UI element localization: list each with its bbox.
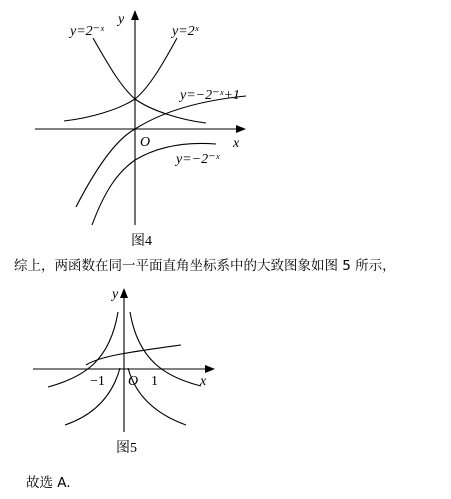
- fig4-x-arrow: [236, 125, 246, 133]
- fig4-y-arrow: [131, 10, 139, 20]
- label-y-2-pow-neg-x: y=2⁻ˣ: [70, 24, 105, 39]
- fig5-tick-one: 1: [151, 374, 158, 389]
- fig5-y-arrow: [120, 288, 128, 298]
- fig5-curve-left-branch: [48, 312, 118, 387]
- answer-conclusion: 故选 A.: [26, 475, 71, 491]
- fig5-y-label: y: [112, 287, 119, 302]
- figure-4: [35, 10, 246, 249]
- fig5-origin-label: O: [128, 374, 139, 389]
- label-y-neg-2-pow-neg-x-plus-1: y=−2⁻ˣ+1: [180, 88, 240, 103]
- fig4-caption: 图4: [131, 234, 152, 249]
- fig4-y-label: y: [118, 12, 125, 27]
- fig5-caption: 图5: [116, 441, 137, 456]
- paragraph-summary: 综上，两函数在同一平面直角坐标系中的大致图象如图 5 所示，: [14, 258, 396, 274]
- fig5-x-label: x: [200, 374, 207, 389]
- label-y-neg-2-pow-neg-x: y=−2⁻ˣ: [176, 152, 220, 167]
- fig4-origin-label: O: [140, 135, 151, 150]
- fig5-curve-right-branch: [130, 312, 201, 386]
- figure-5: [33, 287, 215, 456]
- curve-y-2-pow-x: [64, 38, 177, 121]
- fig5-tick-neg-one: −1: [90, 374, 105, 389]
- fig4-x-label: x: [233, 136, 240, 151]
- fig5-x-arrow: [205, 365, 215, 373]
- fig5-curve-increasing: [86, 345, 181, 365]
- label-y-2-pow-x: y=2ˣ: [172, 24, 199, 39]
